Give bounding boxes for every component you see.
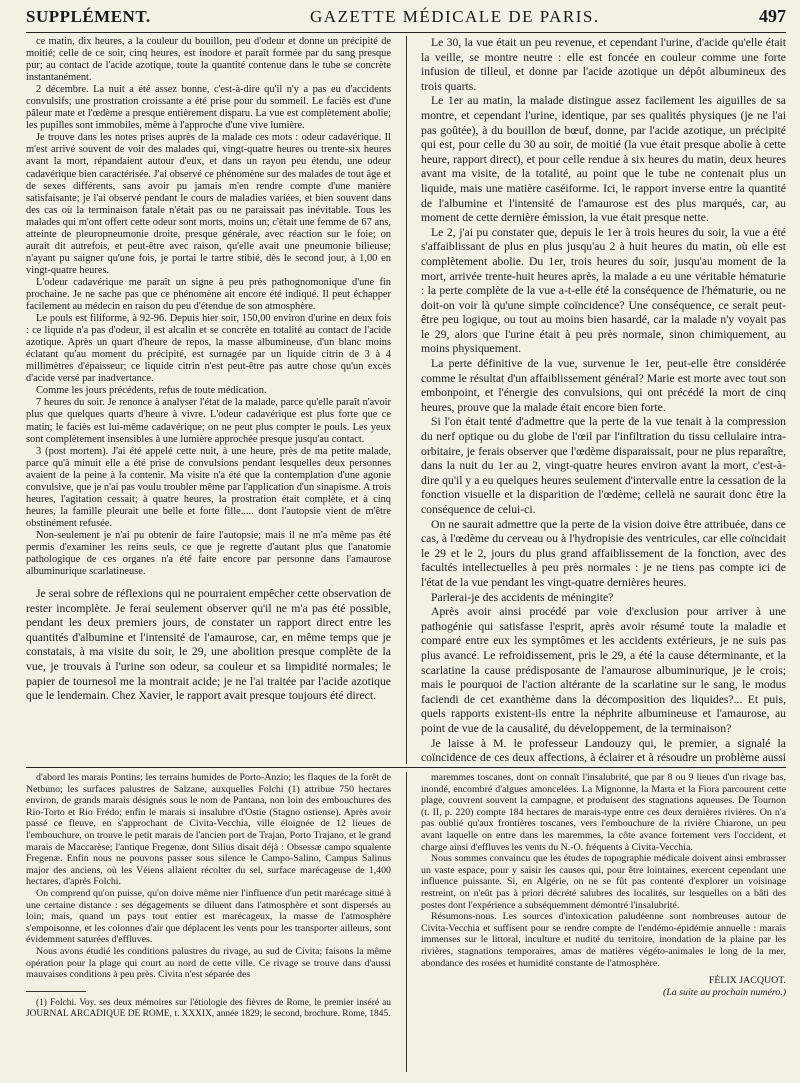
reflection-paragraph: Je serai sobre de réflexions qui ne pourraient empêcher cette observation de rester incomplète. Je ferai seulement observer qu'il ne m'a pas été possible, pendant les deux premiers jours, de constater un rapport direct entre les quantités d'albumine et l'intensité de l'amaurose, car, en même temps que je constatais, à ma visite du soir, le 29, une abolition presque complète de la vue, je trouvais à l'urine son odeur, sa couleur et sa limpidité normales; le papier de tournesol me la montrait acide; je ne l'ai traitée par l'acide azotique que le lendemain. Chez Xavier, le rapport avait presque toujours été direct. [26, 587, 391, 703]
paragraph: Je trouve dans les notes prises auprès de la malade ces mots : odeur cadavérique. Il m'est arrivé souvent de voir des malades qui, vingt-quatre heures ou trente-six heures avant la mort, répandaient autour d'eux, et dans un rayon peu étendu, une odeur cadavérique bien caractérisée. J'ai observé ce phénomène sur des malades de tout âge et de sexes différents, sans avoir pu jamais m'en rendre compte d'une manière satisfaisante; je l'ai observé pendant le cours de maladies variées, et bien souvent dans des cas où la terminaison fatale n'était pas ou ne paraissait pas inévitable. Tous les malades qui m'ont offert cette odeur sont morts, moins un; c'était une femme de 67 ans, atteinte de pleuropneumonie droite, presque générale, avec réaction sur le foie; on aurait dit autrefois, et peut-être avec raison, qu'elle avait une pneumonie bilieuse; n'ayant pu saigner qu'une fois, je portai le tartre stibié, dès le second jour, à 1,00 en vingt-quatre heures. [26, 132, 391, 276]
paragraph: Non-seulement je n'ai pu obtenir de faire l'autopsie; mais il ne m'a même pas été permis d'examiner les reins seuls, ce que je regrette d'autant plus que l'anatomie pathologique de ces organes n'a été faite encore par personne dans l'amaurose albuminurique scarlatineuse. [26, 529, 391, 578]
section-divider [26, 767, 786, 768]
lower-article [26, 772, 786, 1072]
paragraph: ce matin, dix heures, a la couleur du bouillon, peu d'odeur et donne un précipité de moitié; celle de ce soir, cinq heures, est inodore et paraît formée par du sang presque pur; au contact de l'acide azotique, toute la quantité contenue dans le tube se concrète instantanément. [26, 36, 391, 84]
paragraph: Le 1er au matin, la malade distingue assez facilement les aiguilles de sa montre, et cependant l'urine, identique, par ses qualités physiques (je ne l'ai pas goûtée), à du bouillon de bœuf, donne, par l'acide azotique, un précipité qui est, pour celle du 30 au soir, de moitié (la vue était presque abolie à cette heure, rapport direct), et pour celle rendue à six heures du matin, deux heures avant ma visite, de la totalité, au point que le tube ne contenait plus un liquide, mais une matière caséiforme. Ici, le rapport inverse entre la quantité de l'albumine et l'intensité de l'amaurose est des plus marqués, car, au moment de cette dernière émission, la vue était presque nette. [421, 94, 786, 225]
paragraph: 2 décembre. La nuit a été assez bonne, c'est-à-dire qu'il n'y a pas eu d'accidents convulsifs; une prostration croissante a été prise pour du sommeil. Le faciès est d'une pâleur mate et l'œdème a presque entièrement disparu. La vue est complètement abolie; les pupilles sont immobiles, même à l'approche d'une vive lumière. [26, 84, 391, 132]
paragraph: La perte définitive de la vue, survenue le 1er, peut-elle être considérée comme le résultat d'un affaiblissement général? Marie est morte avec tout son embonpoint, et l'énergie des convulsions, qui ont précédé la mort de cinq heures, prouve que la malade était encore bien forte. [421, 357, 786, 414]
right-column [421, 36, 786, 764]
paragraph: Comme les jours précédents, refus de toute médication. [36, 385, 267, 397]
paragraph: Nous avons étudié les conditions palustres du rivage, au sud de Civita; faisons la même opération pour la plage qui court au nord de cette ville. Ce rivage se trouve dans d'aussi mauvaises conditions à peu près. Civita n'est séparée des [26, 945, 391, 981]
bottom-left-column [26, 772, 391, 1072]
paragraph: Le pouls est filiforme, à 92-96. Depuis hier soir, 150,00 environ d'urine en deux fois : ce liquide n'a pas d'odeur, il est alcalin et se concrète en totalité au contact de l'acide azotique. Après un quart d'heure de repos, la masse albumineuse, d'un blanc moins éclatant qu'au moment du précipité, est surnagée par un liquide citrin de 3 à 4 millimètres d'épaisseur; ce liquide citrin n'est peut-être pas autre chose qu'un excès d'acide versé par inadvertance. [26, 313, 391, 385]
paragraph: Si l'on était tenté d'admettre que la perte de la vue tenait à la compression du nerf optique ou du globe de l'œil par l'infiltration du tissu cellulaire intra-orbitaire, je ferais observer que l'œdème disparaissait, pour ne plus reparaître, dans la nuit du 1er au 2, vingt-quatre heures environ avant la mort, c'est-à-dire qu'il y a eu quelques heures seulement d'intervalle entre la cessation de la fonction visuelle et la disparition de l'œdème; cellelà ne saurait donc être la conséquence de celui-ci. [421, 415, 786, 516]
supplement-label: SUPPLÉMENT. [26, 7, 151, 26]
paragraph: maremmes toscanes, dont on connaît l'insalubrité, que par 8 ou 9 lieues d'un rivage bas, inondé, encombré d'algues amoncelées. La Mignonne, la Marta et la Fiora parcourent cette plage, couvrent souvent la campagne, et produisent des stagnations aqueuses. De Tournon (t. II, p. 220) compte 184 hectares de marais-type entre ces deux dernières rivières. On n'a pas oublié qu'aux frontières toscanes, vers l'embouchure de la rivière Chiarone, un peu avant laquelle on entre dans les maremmes, la côte avance fortement vers l'occident, et charge ainsi d'effluves les vents du N.-O. fréquents à Civita-Vecchia. [421, 772, 786, 853]
bottom-right-column [421, 772, 786, 1072]
page-header [26, 6, 786, 33]
footnote-divider [26, 991, 86, 992]
paragraph: Nous sommes convaincu que les études de topographie médicale doivent ainsi embrasser un vaste espace, pour y saisir les causes qui, pour être lointaines, exercent cependant une influence puissante. Si, en Algérie, on ne se fût pas contenté d'explorer un voisinage restreint, on n'eût pas à priori décrété salubres des localités, sur lesquelles on a bâti des postes dont l'expérience a subséquemment démontré l'insalubrité. [421, 853, 786, 911]
paragraph: Résumons-nous. Les sources d'intoxication paludéenne sont nombreuses autour de Civita-Vecchia et suffisent pour se rendre compte de l'endémo-épidémie annuelle : marais immenses sur le littoral, inculture et nudité du territoire, inondation de la plaine par les rivières, stagnations temporaires, amas de matières végéto-animales le long de la mer, abondance des rosées et humidité constante de l'atmosphère. [421, 911, 786, 969]
page-number: 497 [758, 6, 786, 26]
column-divider [406, 772, 407, 1072]
paragraph: On comprend qu'on puisse, qu'on doive même nier l'influence d'un petit marécage situé à une certaine distance : ses dégagements se diluent dans l'atmosphère et sont dispersés au loin; mais, quand un pays tout entier est marécageux, la masse de l'atmosphère s'empoisonne, et les colonnes d'air que déplacent les vents pour les transporter ailleurs, sont évidemment saturées d'effluves. [26, 887, 391, 946]
left-column [26, 36, 391, 764]
footnote: (1) Folchi. Voy. ses deux mémoires sur l'étiologie des fièvres de Rome, le premier inséré au JOURNAL ARCADIQUE DE ROME, t. XXXIX, année 1829; le second, brochure. Rome, 1845. [26, 997, 391, 1019]
upper-article [26, 36, 786, 764]
paragraph: Le 30, la vue était un peu revenue, et cependant l'urine, d'acide qu'elle était la veille, se montre neutre : elle est foncée en couleur comme une forte infusion de tilleul, et donne par l'acide azotique un dépôt albumineux des trois quarts. [421, 36, 786, 93]
paragraph: 7 heures du soir. Je renonce à analyser l'état de la malade, parce qu'elle paraît n'avoir plus que quelques quarts d'heure à vivre. L'odeur cadavérique est plus forte que ce matin; le faciès est lui-même cadavérique; on ne peut plus compter le pouls. Les yeux sont complètement insensibles à une lumière approchée presque jusqu'au contact. [26, 397, 391, 445]
continuation-note: (La suite au prochain numéro.) [663, 986, 786, 998]
paragraph: L'odeur cadavérique me paraît un signe à peu près pathognomonique d'une fin prochaine. Je ne sache pas que ce phénomène ait encore été indiqué. Il peut échapper facilement au médecin en raison du peu d'étendue de son atmosphère. [26, 276, 391, 313]
paragraph: Le 2, j'ai pu constater que, depuis le 1er à trois heures du soir, la vue a été s'affaiblissant de plus en plus jusqu'au 2 à huit heures du matin, où elle est complètement abolie. Du 1er, trois heures du soir, jusqu'au moment de la mort, arrivée trente-huit heures après, la malade a eu une véritable hématurie : la perte complète de la vue a-t-elle été la conséquence de l'hématurie, ou ne doit-on voir là qu'une simple coïncidence? Une conséquence, ce serait peut-être peu logique, ou tout au moins bien hasardé, car la malade n'y voyait pas le 29, alors que l'urine était à peu près normale, sinon chimiquement, au moins physiquement. [421, 225, 786, 356]
journal-title: GAZETTE MÉDICALE DE PARIS. [310, 7, 600, 26]
paragraph: On ne saurait admettre que la perte de la vision doive être attribuée, dans ce cas, à l'œdème du cerveau ou à l'hydropisie des ventricules, car elle coïncidait le 29 et le 2, jours du plus grand affaiblissement de la fonction, avec des facultés intellectuelles à peu près normales : je ne tiens pas compte ici de l'état de la vue pendant les vingt-quatre dernières heures. [421, 517, 786, 589]
paragraph: Parlerai-je des accidents de méningite? [431, 590, 614, 604]
paragraph: 3 (post mortem). J'ai été appelé cette nuit, à une heure, près de ma petite malade, parce qu'à minuit elle a été prise de convulsions pendant lesquelles deux personnes avaient de la peine à la contenir. Ma visite n'a été que la contemplation d'une agonie convulsive, que je n'ai pas voulu troubler même par l'application d'un sinapisme. A trois heures, l'agitation cessait; à quatre heures, la prostration était complète, et à cinq heures, la famille pleurait une belle et forte fille..... dont l'autopsie vient de m'être obstinément refusée. [26, 445, 391, 529]
paragraph: d'abord les marais Pontins; les terrains humides de Porto-Anzio; les flaques de la forêt de Netbuno; les surfaces palustres de Salzane, auxquelles Folchi (1) attribue 750 hectares environ, de grands marais désignés sous le nom de Pantana, non loin des embouchures des Rio-Torto et Rio Frédo; enfin le marais si insalubre d'Ostie (Stagno ostiense). Après avoir passé ce fleuve, en s'approchant de Civita-Vecchia, ville éloignée de 12 lieues de l'embouchure, on trouve le petit marais de l'ancien port de Trajan, Porto Trajano, et le grand marais de Maccarèse; l'antique Fregenæ, dont Silius disait déjà : Obsessæ campo squalente Fregenæ. Enfin nous ne pouvons passer sous silence le Campo-Salino, Campus Salinus major des anciens, où les Véiens allaient récolter du sel, surface marécageuse de 1,400 hectares, d'après Folchi. [26, 772, 391, 888]
paragraph: Après avoir ainsi procédé par voie d'exclusion pour arriver à une pathogénie qui satisfasse l'esprit, après avoir résumé toute la maladie et comparé entre eux les symptômes et les accidents extérieurs, je ne suis pas plus avancé. Le refroidissement, pris le 29, a été la cause déterminante, et la scarlatine la cause prédisposante de l'amaurose albuminurique, je le crois; mais le pourquoi de l'action altérante de la scarlatine sur le sang, le modus faciendi de cet exanthème dans la décomposition des liquides?... Et puis, quels rapports existent-ils entre la néphrite albumineuse et l'amaurose, au point de vue de la causalité, du développement, de la terminaison? [421, 605, 786, 735]
paragraph: Je laisse à M. le professeur Landouzy qui, le premier, a signalé la coïncidence de ces deux affections, à éclairer et à résoudre un problème aussi [421, 736, 786, 764]
author-signature: FÉLIX JACQUOT. [708, 975, 786, 987]
column-divider [406, 36, 407, 764]
